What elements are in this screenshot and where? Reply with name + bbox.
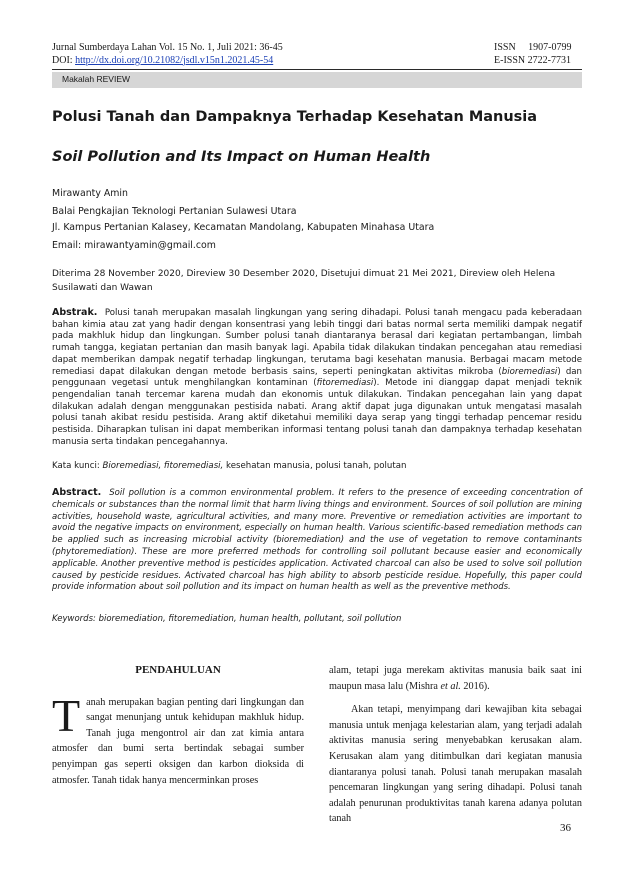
- abstrak-text-1: Polusi tanah merupakan masalah lingkungan yang sering dihadapi. Polusi tanah mengacu pada keberadaan bahan kimia atau zat yang hadir dengan konsentrasi yang lebih tinggi dari batas normal serta memiliki dampak negatif pada makhluk hidup dan lingkungan. Sumber polusi tanah diantaranya berasal dari kegiatan pertambangan, limbah rumah tangga, kegiatan pertanian dan masih banyak lagi. Apabila tidak dilakukan tindakan pencegahan atau remediasi dapat memberikan dampak negatif terhadap lingkungan, terutama bagi kesehatan manusia. Berbagai macam metode remediasi dapat dilakukan dengan metode berbasis sains, seperti peningkatan aktivitas mikroba (: [52, 308, 582, 377]
- page-number: 36: [560, 822, 571, 834]
- doi-line: [52, 55, 283, 68]
- drop-cap: T: [52, 689, 81, 741]
- abstrak-italic-1: bioremediasi: [501, 366, 558, 377]
- abstract-text: Soil pollution is a common environmental problem. It refers to the presence of exceeding concentration of chemicals or substances than the normal limit that harm living things and environment. Sources of soil pollution are mining activities, household waste, agricultural activities, and many more. Preventive or remediation activities are important to avoid the negative impacts on environment, especially on human health. Various scientific-based remediation methods can be applied such as increasing microbial activity (bioremediation) and the use of vegetation to remove contaminants (phytoremediation). These are more preferred methods for controlling soil pollutant because easier and economically applicable. Another preventive method is pesticides application. Activated charcoal can also be used to solve soil pollution caused by pesticide residues. Activated charcoal has high ability to absorb pesticide residue. Hopefully, this paper could provide information about soil pollution and its impact on human health as well as the preventive methods.: [52, 488, 582, 593]
- keywords-english: Keywords: bioremediation, fitoremediation, human health, pollutant, soil pollution: [52, 614, 402, 624]
- kata-kunci-rest: kesehatan manusia, polusi tanah, polutan: [223, 461, 407, 471]
- intro-right-paragraph-2: Akan tetapi, menyimpang dari kewajiban kita sebagai manusia untuk menjaga kelestarian alam, yang terjadi adalah aktivitas manusia sering menyebabkan kerusakan alam. Kerusakan alam yang ditimbulkan dari kegiatan manusia diantaranya polusi tanah. Polusi tanah merupakan masalah pencemaran lingkungan yang sering dihadapi. Polusi tanah adalah penurunan produktivitas tanah karena adanya polutan tanah: [329, 704, 582, 825]
- article-type-bar: [52, 72, 582, 88]
- affiliation-institution: Balai Pengkajian Teknologi Pertanian Sulawesi Utara: [52, 206, 297, 217]
- abstrak-text-3: ). Metode ini dianggap dapat menjadi teknik pengendalian tanah tercemar karena mudah dan ekonomis untuk dilakukan. Tindakan pencegahan lain yang dapat dilakukan adalah dengan menggunakan pestisida nabati. Arang aktif dapat juga digunakan untuk mengatasi masalah polusi tanah akibat residu pestisida. Arang aktif diketahui memiliki daya serap yang tinggi terhadap pencemar residu pestisida. Diharapkan tulisan ini dapat memberikan informasi tentang polusi tanah dan dampaknya terhadap kesehatan manusia serta tindakan pencegahannya.: [52, 378, 583, 447]
- body-column-left: [52, 663, 304, 788]
- body-column-right: [329, 663, 582, 827]
- title-indonesian: Polusi Tanah dan Dampaknya Terhadap Kesehatan Manusia: [52, 109, 538, 125]
- article-type-label: Makalah REVIEW: [62, 74, 131, 84]
- abstrak-indonesian: [52, 307, 582, 448]
- intro-right-etal: et al.: [440, 680, 461, 692]
- header-rule: [52, 69, 582, 70]
- intro-right-text-a: alam, tetapi juga merekam aktivitas manusia baik saat ini maupun masa lalu (Mishra: [329, 665, 582, 692]
- intro-left-text: anah merupakan bagian penting dari lingkungan dan sangat menunjang untuk kehidupan makhluk hidup. Tanah juga mengontrol air dan zat kimia antara atmosfer dan bumi serta bertindak sebagai sumber penyimpan gas seperti oksigen dan karbon dioksida di atmosfer. Tanah tidak hanya mencerminkan proses: [52, 696, 304, 786]
- article-dates: Diterima 28 November 2020, Direview 30 Desember 2020, Disetujui dimuat 21 Mei 2021, Direview oleh Helena Susilawati dan Wawan: [52, 269, 556, 293]
- abstrak-label: Abstrak.: [52, 307, 98, 318]
- affiliation-address: Jl. Kampus Pertanian Kalasey, Kecamatan Mandolang, Kabupaten Minahasa Utara: [52, 222, 435, 233]
- section-heading-pendahuluan: PENDAHULUAN: [135, 664, 221, 676]
- doi-link[interactable]: http://dx.doi.org/10.21082/jsdl.v15n1.2021.45-54: [75, 54, 274, 66]
- abstract-english: [52, 487, 582, 594]
- kata-kunci: [52, 461, 582, 471]
- journal-citation: Jurnal Sumberdaya Lahan Vol. 15 No. 1, Juli 2021: 36-45: [52, 42, 283, 53]
- doi-prefix: DOI:: [52, 54, 76, 66]
- intro-paragraph-1: [52, 689, 304, 789]
- issn: ISSN 1907-0799: [494, 42, 572, 53]
- abstrak-text-2: ) dan penggunaan vegetasi untuk menghilangkan kontaminan (: [52, 366, 582, 389]
- intro-right-text-b: 2016).: [460, 680, 490, 692]
- kata-kunci-label: Kata kunci:: [52, 461, 103, 471]
- intro-right-paragraph-1: [329, 663, 582, 694]
- abstract-label: Abstract.: [52, 487, 102, 498]
- title-english: Soil Pollution and Its Impact on Human Health: [52, 149, 431, 165]
- author-email: Email: mirawantyamin@gmail.com: [52, 240, 216, 251]
- author-name: Mirawanty Amin: [52, 188, 128, 199]
- abstrak-italic-2: fitoremediasi: [316, 378, 374, 389]
- kata-kunci-italic: Bioremediasi, fitoremediasi,: [102, 461, 224, 471]
- eissn: E-ISSN 2722-7731: [494, 54, 571, 66]
